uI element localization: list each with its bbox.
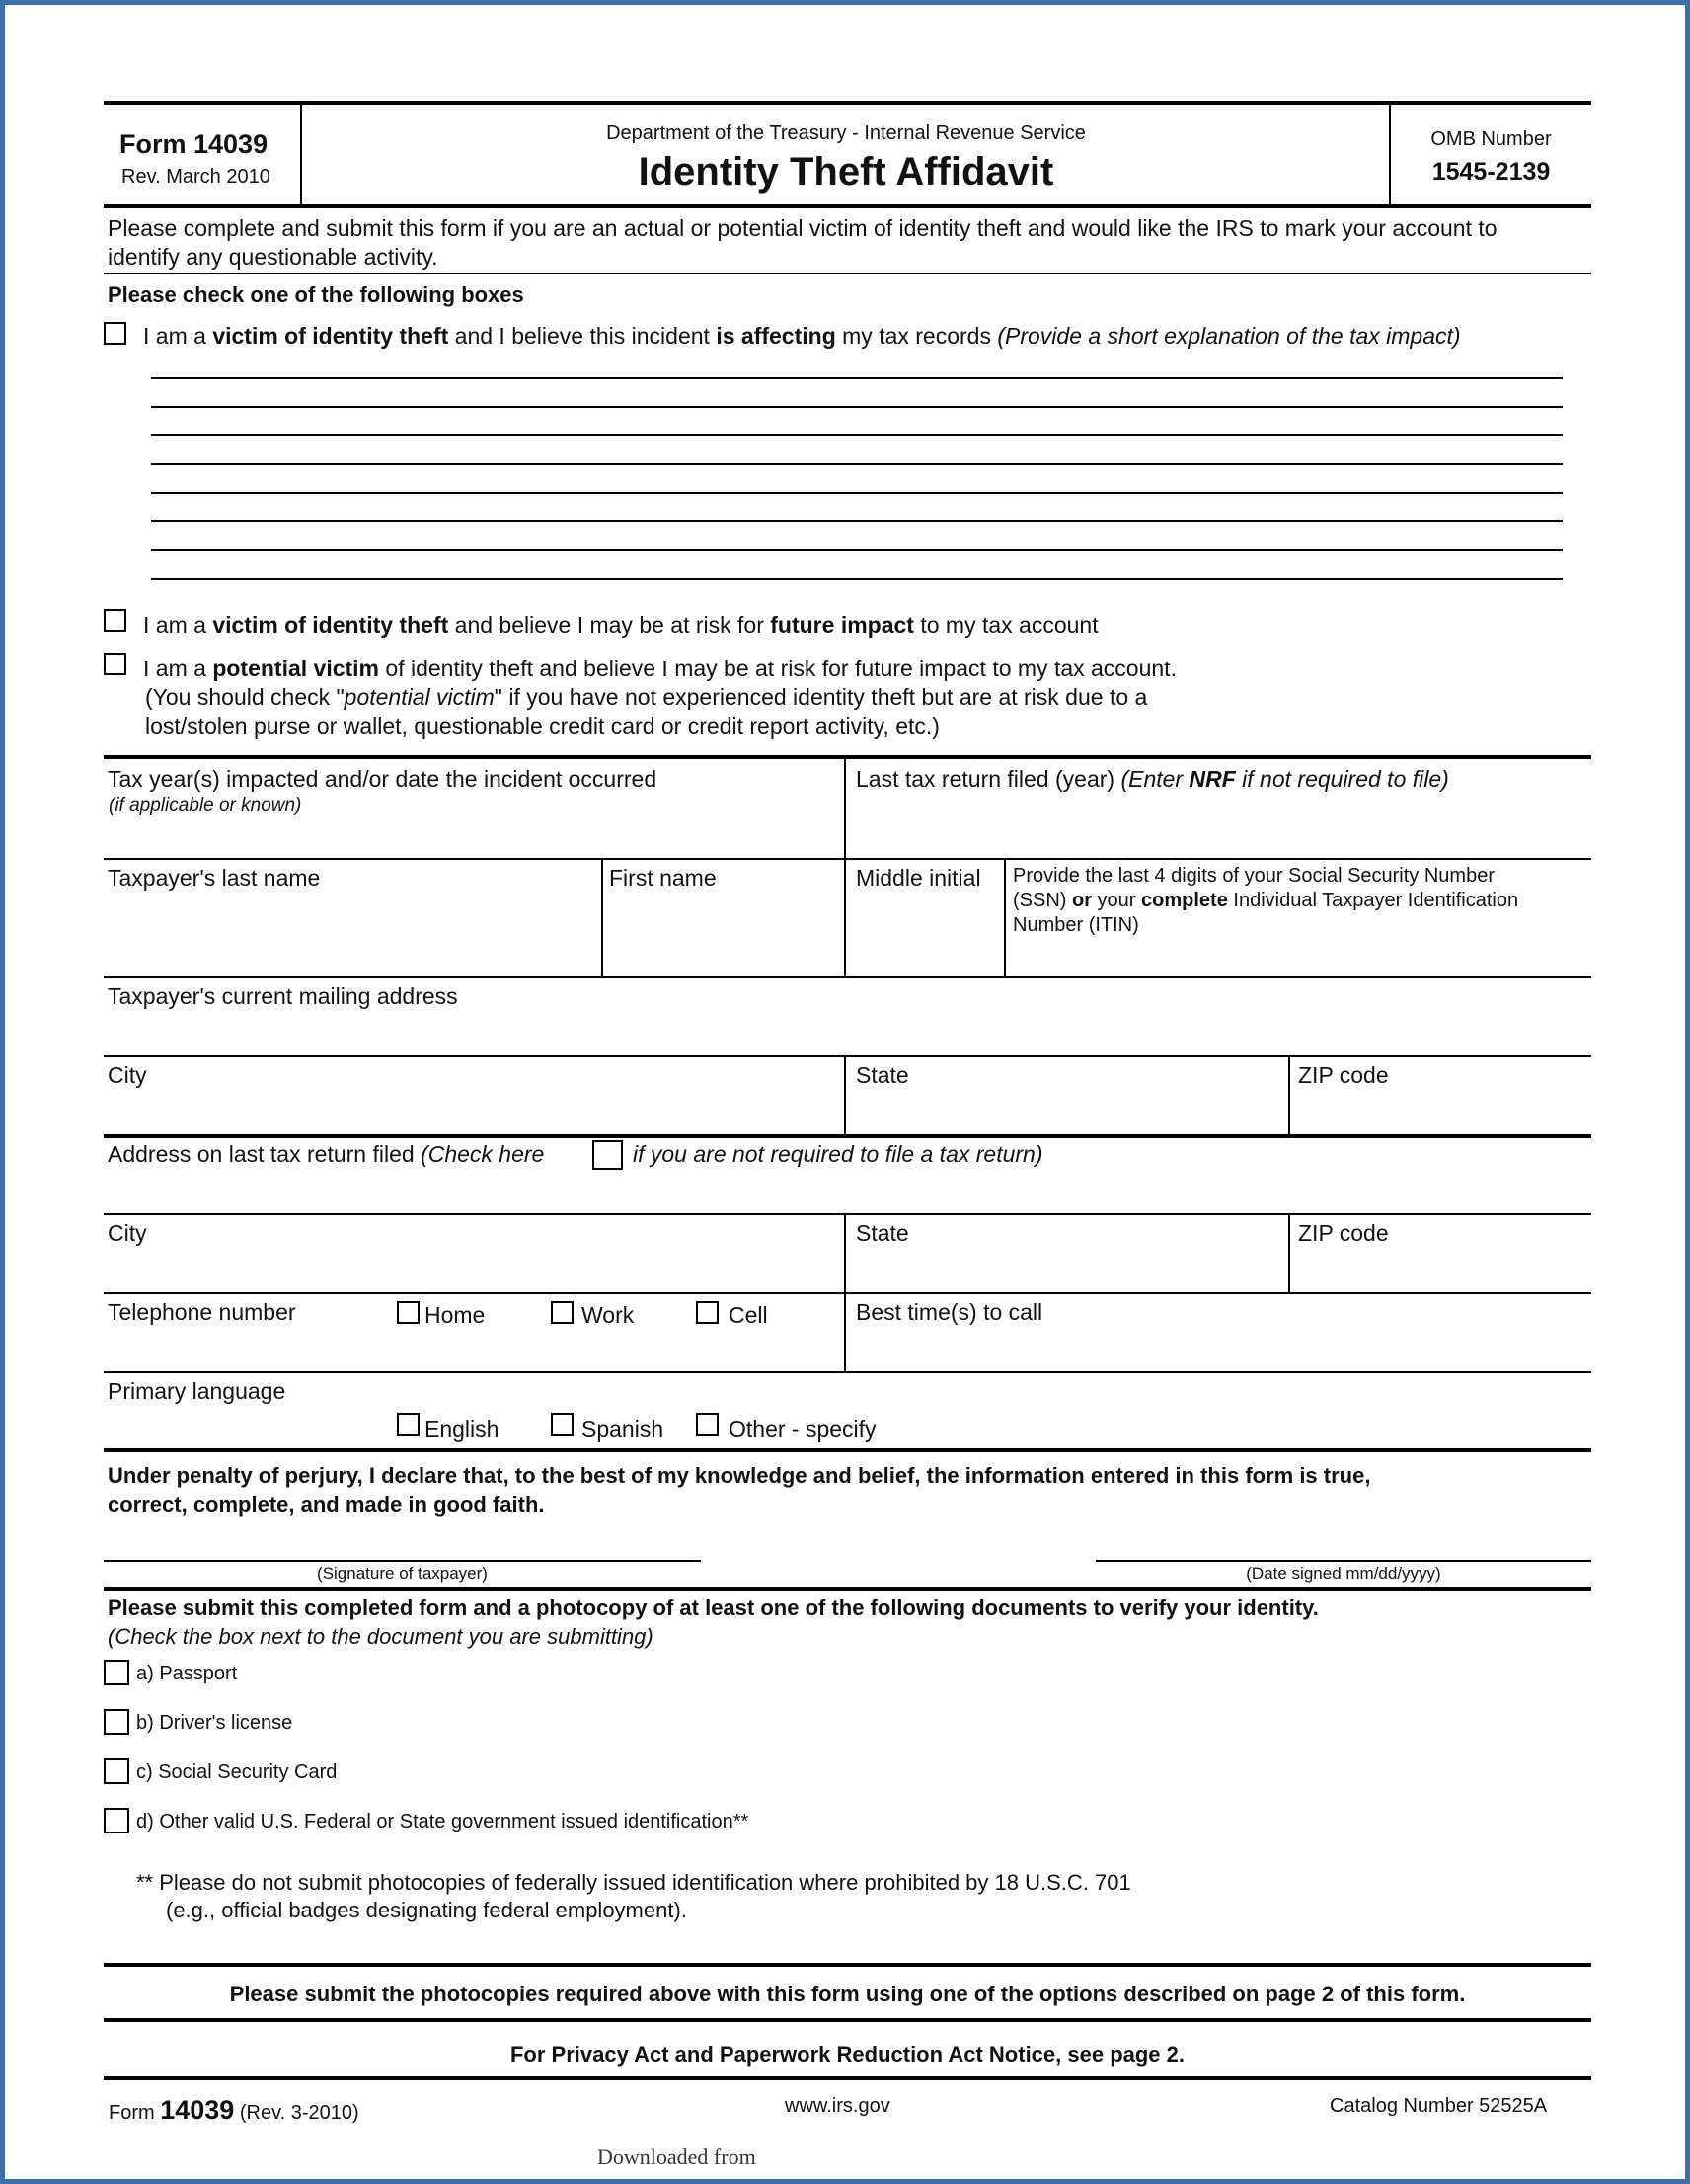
declaration-text: Under penalty of perjury, I declare that, to the best of my knowledge and belief, the information entered in this form is true,	[108, 1463, 1371, 1488]
grid-rule	[104, 1292, 1591, 1294]
explanation-line[interactable]	[151, 578, 1563, 580]
footer-rule	[104, 2076, 1591, 2080]
grid-divider	[844, 1057, 846, 1136]
telephone-input[interactable]	[104, 1332, 840, 1369]
primary-language-label: Primary language	[108, 1378, 286, 1404]
zip-label: ZIP code	[1298, 1062, 1389, 1088]
victim-future-impact-label: I am a victim of identity theft and believe I may be at risk for future impact to my tax account	[143, 612, 1099, 638]
explanation-line[interactable]	[151, 492, 1563, 494]
other-id-label: d) Other valid U.S. Federal or State government issued identification**	[136, 1811, 749, 1833]
date-signed-label: (Date signed mm/dd/yyyy)	[1246, 1564, 1441, 1583]
grid-divider	[601, 860, 603, 978]
date-signed-line[interactable]	[1096, 1560, 1591, 1562]
lang-english-checkbox[interactable]	[397, 1413, 420, 1436]
declaration-rule	[104, 1448, 1591, 1452]
footer-rule	[104, 1963, 1591, 1967]
page-title: Identity Theft Affidavit	[638, 150, 1054, 194]
explanation-line[interactable]	[151, 520, 1563, 522]
form-page	[5, 5, 1685, 2179]
city-input-2[interactable]	[104, 1249, 840, 1290]
passport-label: a) Passport	[136, 1663, 238, 1684]
privacy-notice: For Privacy Act and Paperwork Reduction Act Notice, see page 2.	[509, 2042, 1186, 2067]
city-input[interactable]	[104, 1091, 840, 1132]
last-return-input[interactable]	[850, 800, 1585, 856]
header-divider-left	[300, 105, 302, 204]
download-source-text: Downloaded from	[597, 2145, 756, 2169]
last-return-label: Last tax return filed (year) (Enter NRF if not required to file)	[856, 766, 1449, 792]
header-top-rule	[104, 101, 1591, 105]
zip-label-2: ZIP code	[1298, 1220, 1389, 1246]
explanation-line[interactable]	[151, 463, 1563, 465]
footer-form-id: Form 14039 (Rev. 3-2010)	[109, 2095, 359, 2125]
best-time-label: Best time(s) to call	[856, 1299, 1043, 1325]
documents-subheading: (Check the box next to the document you are submitting)	[108, 1624, 653, 1649]
declaration-text-2: correct, complete, and made in good faith.	[108, 1492, 545, 1517]
ssn-card-label: c) Social Security Card	[136, 1761, 338, 1783]
explanation-line[interactable]	[151, 549, 1563, 551]
agency-name: Department of the Treasury - Internal Revenue Service	[606, 122, 1086, 144]
grid-divider	[844, 1215, 846, 1373]
grid-rule	[104, 976, 1591, 978]
catalog-number: Catalog Number 52525A	[1330, 2095, 1548, 2117]
check-heading: Please check one of the following boxes	[108, 282, 524, 307]
mailing-address-input[interactable]	[104, 1014, 1584, 1053]
ssn-label-3: Number (ITIN)	[1013, 914, 1139, 936]
footer-rule	[104, 2018, 1591, 2022]
intro-text: Please complete and submit this form if you are an actual or potential victim of identity theft and would like the IRS to mark your account to identify any questionable activity.	[108, 215, 1498, 270]
phone-home-checkbox[interactable]	[397, 1301, 420, 1324]
omb-number: 1545-2139	[1431, 158, 1551, 186]
victim-affecting-checkbox[interactable]	[104, 322, 126, 345]
grid-rule	[104, 1371, 1591, 1373]
state-input-2[interactable]	[850, 1249, 1284, 1290]
victim-affecting-label: I am a victim of identity theft and I believe this incident is affecting my tax records (Provide a short explanation of the tax impact)	[143, 323, 1461, 349]
middle-initial-label: Middle initial	[856, 865, 981, 891]
documents-rule	[104, 1587, 1591, 1591]
lang-other-checkbox[interactable]	[696, 1413, 719, 1436]
first-name-input[interactable]	[605, 898, 840, 973]
ssn-label: Provide the last 4 digits of your Social Security Number	[1013, 865, 1495, 887]
photocopy-note: ** Please do not submit photocopies of federally issued identification where prohibited by 18 U.S.C. 701	[136, 1870, 1131, 1895]
explanation-line[interactable]	[151, 434, 1563, 436]
lang-other-label: Other - specify	[729, 1416, 877, 1442]
explanation-line[interactable]	[151, 377, 1563, 379]
explanation-line[interactable]	[151, 406, 1563, 408]
first-name-label: First name	[609, 865, 717, 891]
grid-rule	[104, 1213, 1591, 1215]
phone-cell-label: Cell	[729, 1302, 768, 1328]
grid-rule	[104, 858, 1591, 860]
lang-spanish-checkbox[interactable]	[551, 1413, 574, 1436]
city-label-2: City	[108, 1220, 147, 1246]
ssn-card-checkbox[interactable]	[104, 1758, 129, 1784]
signature-label: (Signature of taxpayer)	[317, 1564, 488, 1583]
middle-initial-input[interactable]	[850, 898, 998, 973]
phone-work-checkbox[interactable]	[551, 1301, 574, 1324]
passport-checkbox[interactable]	[104, 1660, 129, 1685]
not-required-to-file-label: if you are not required to file a tax return)	[633, 1141, 1043, 1167]
signature-line[interactable]	[104, 1560, 701, 1562]
potential-victim-checkbox[interactable]	[104, 653, 126, 675]
grid-rule	[104, 1055, 1591, 1057]
zip-input-2[interactable]	[1294, 1249, 1585, 1290]
ssn-input[interactable]	[1008, 941, 1585, 975]
grid-divider	[844, 759, 846, 978]
header-bottom-rule	[104, 204, 1591, 208]
omb-label: OMB Number	[1430, 128, 1552, 150]
mailing-address-label: Taxpayer's current mailing address	[108, 983, 458, 1009]
grid-top-rule	[104, 755, 1591, 759]
last-name-input[interactable]	[104, 898, 597, 973]
last-address-input[interactable]	[104, 1174, 1584, 1211]
intro-rule	[104, 273, 1591, 274]
phone-work-label: Work	[581, 1302, 635, 1328]
lang-spanish-label: Spanish	[581, 1416, 664, 1442]
tax-year-input[interactable]	[104, 817, 842, 856]
zip-input[interactable]	[1294, 1091, 1585, 1132]
state-input[interactable]	[850, 1091, 1284, 1132]
telephone-label: Telephone number	[108, 1299, 296, 1325]
documents-heading: Please submit this completed form and a photocopy of at least one of the following documents to verify your identity.	[108, 1596, 1319, 1620]
city-label: City	[108, 1062, 147, 1088]
phone-cell-checkbox[interactable]	[696, 1301, 719, 1324]
potential-victim-label: I am a potential victim of identity theft and believe I may be at risk for future impact to my tax account.	[143, 656, 1177, 681]
state-label: State	[856, 1062, 909, 1088]
tax-year-note: (if applicable or known)	[109, 795, 302, 816]
not-required-to-file-checkbox[interactable]	[592, 1140, 623, 1170]
potential-victim-note-2: lost/stolen purse or wallet, questionable credit card or credit report activity, etc.)	[145, 713, 940, 739]
grid-divider	[1288, 1215, 1290, 1294]
form-revision: Rev. March 2010	[121, 166, 270, 188]
header-divider-right	[1389, 105, 1391, 204]
drivers-license-checkbox[interactable]	[104, 1709, 129, 1735]
last-name-label: Taxpayer's last name	[108, 865, 321, 891]
best-time-input[interactable]	[850, 1328, 1585, 1369]
lang-english-label: English	[424, 1416, 499, 1442]
grid-divider	[1004, 860, 1006, 978]
phone-home-label: Home	[424, 1302, 486, 1328]
photocopy-note-2: (e.g., official badges designating federal employment).	[166, 1898, 687, 1922]
last-address-label: Address on last tax return filed (Check here	[108, 1141, 545, 1167]
potential-victim-note: (You should check "potential victim" if you have not experienced identity theft but are at risk due to a	[145, 684, 1148, 710]
irs-website: www.irs.gov	[785, 2095, 890, 2117]
form-number: Form 14039	[119, 129, 269, 159]
tax-year-label: Tax year(s) impacted and/or date the incident occurred	[108, 766, 657, 792]
submit-note: Please submit the photocopies required above with this form using one of the options described on page 2 of this form.	[229, 1982, 1466, 2006]
drivers-license-label: b) Driver's license	[136, 1712, 293, 1734]
ssn-label-2: (SSN) or your complete Individual Taxpayer Identification	[1013, 890, 1519, 911]
victim-future-impact-checkbox[interactable]	[104, 609, 126, 632]
state-label-2: State	[856, 1220, 909, 1246]
other-id-checkbox[interactable]	[104, 1808, 129, 1833]
grid-divider	[1288, 1057, 1290, 1136]
grid-rule	[104, 1134, 1591, 1138]
